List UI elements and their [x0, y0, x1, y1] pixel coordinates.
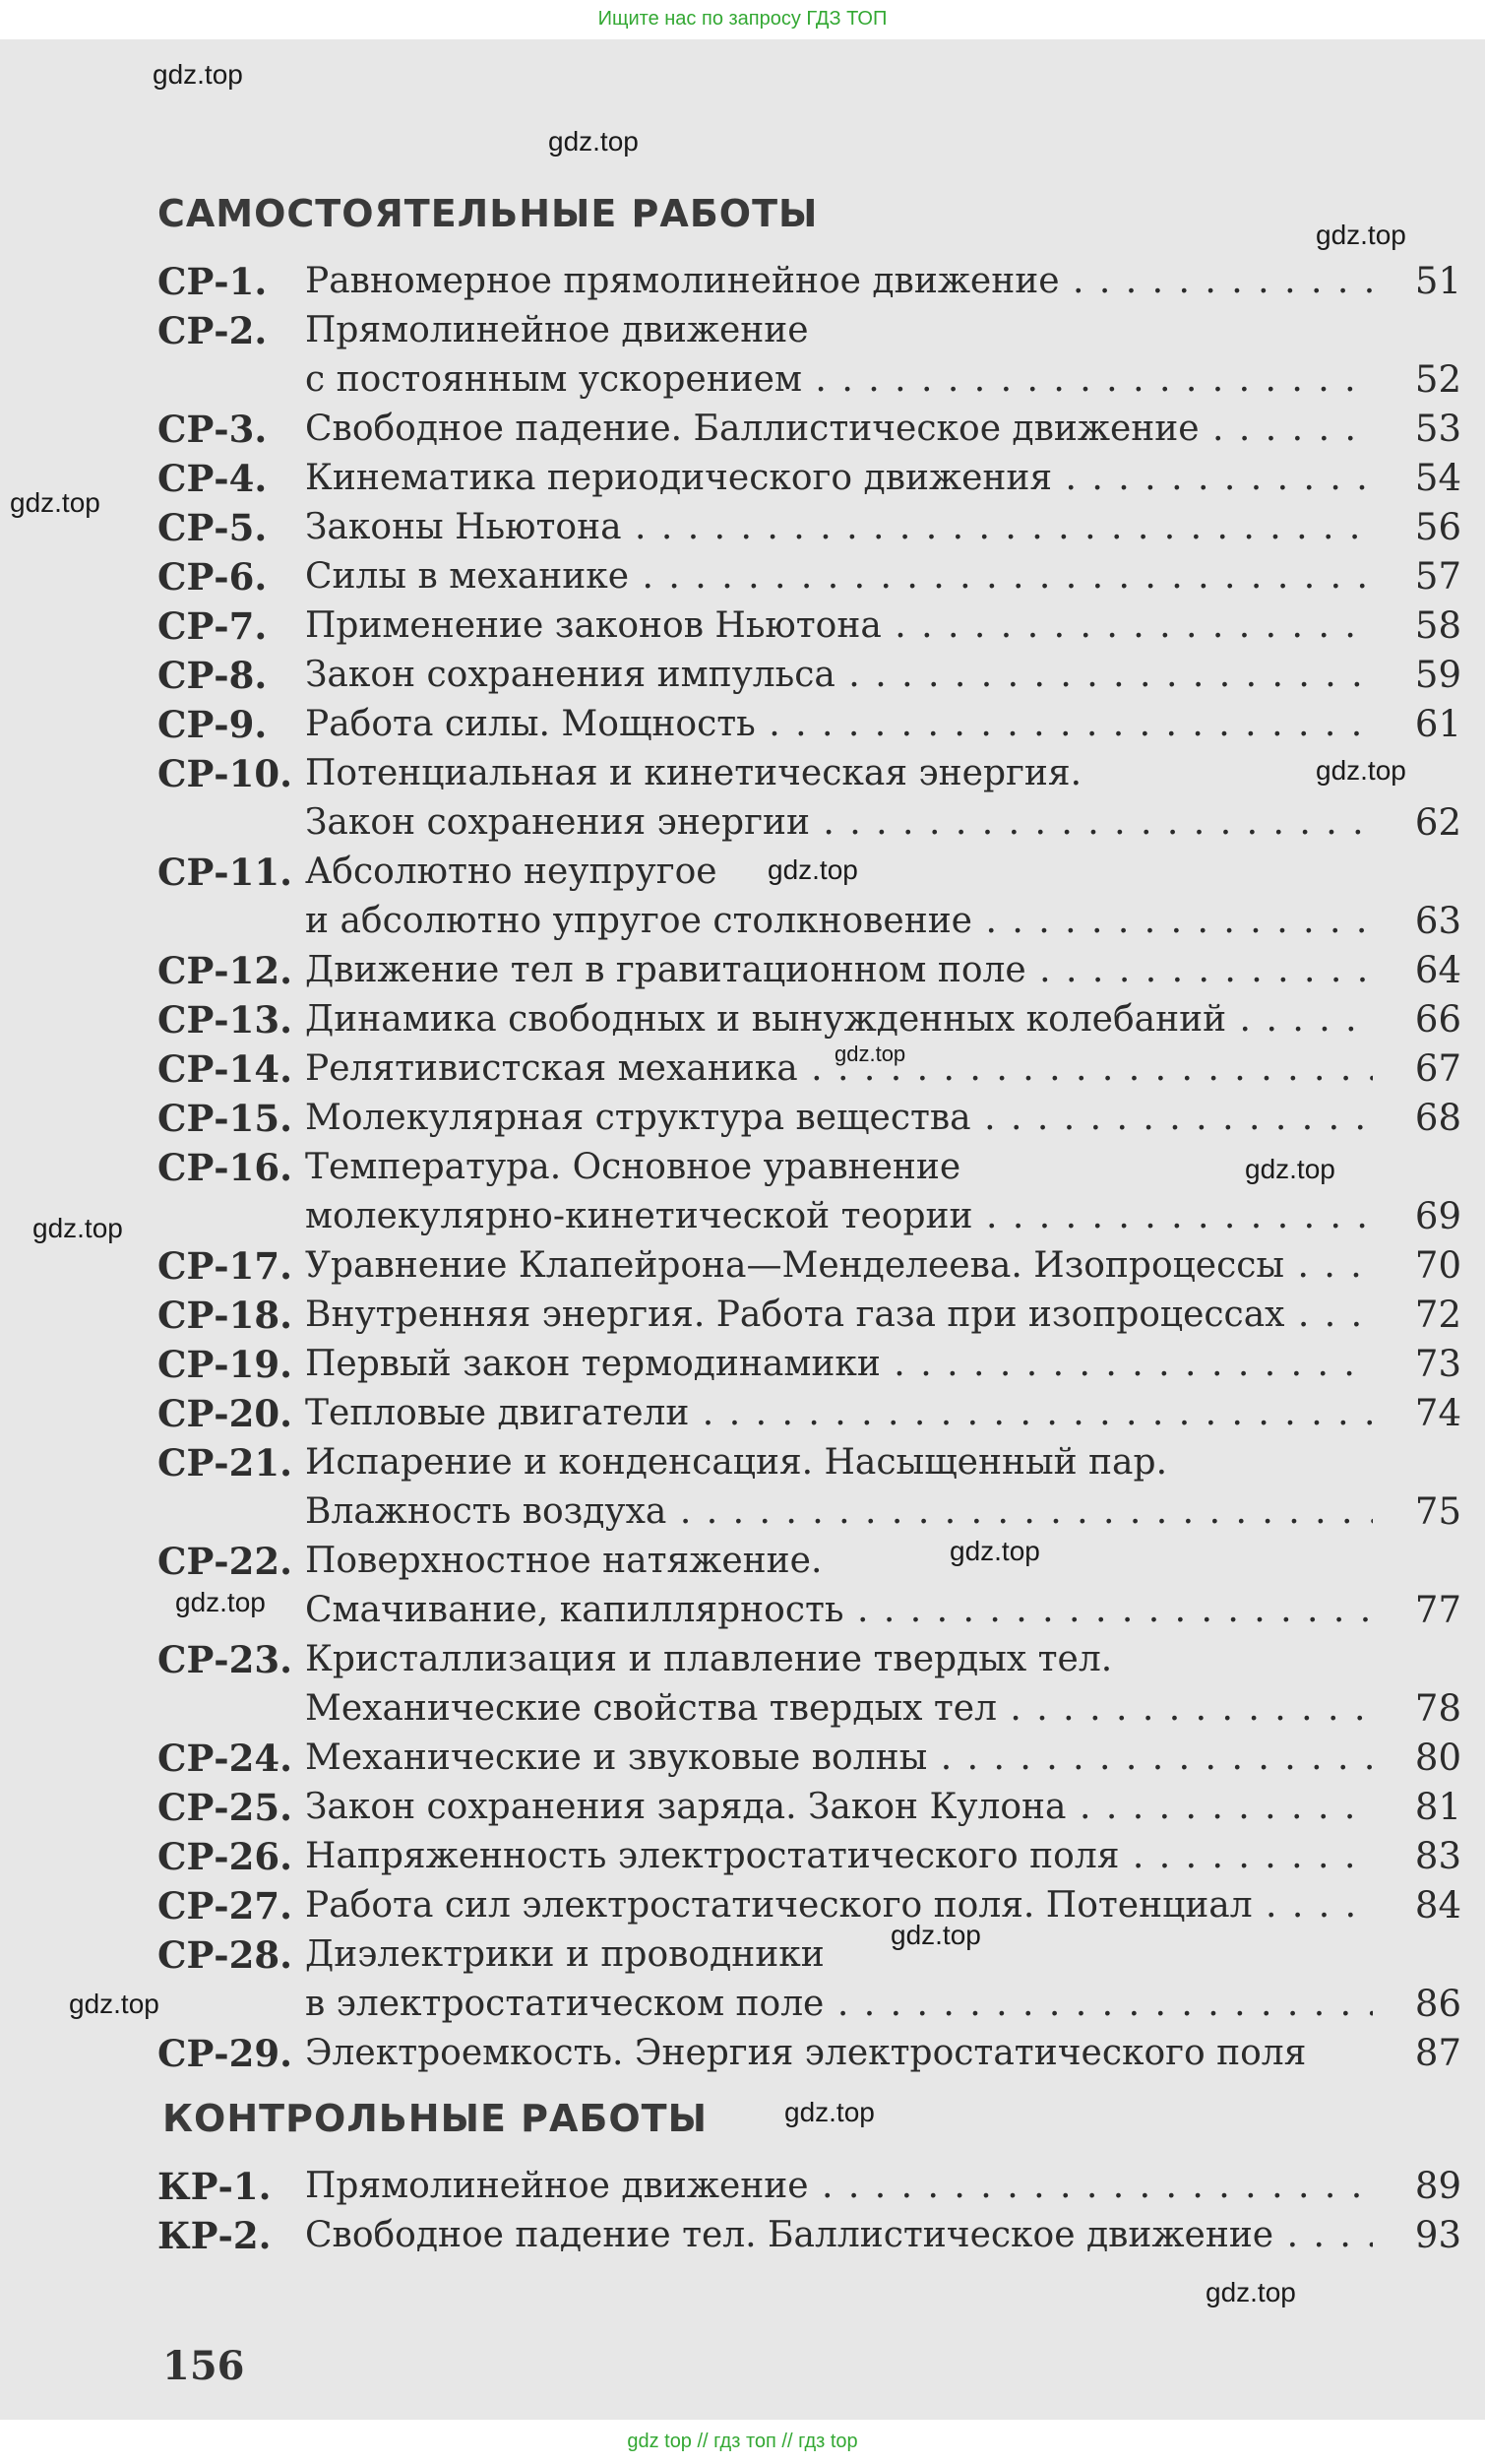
toc-row[interactable]: [0, 699, 1485, 750]
toc-code: СР-15.: [157, 1097, 292, 1140]
toc-title: Потенциальная и кинетическая энергия.: [305, 753, 1083, 793]
toc-title: Релятивистская механика . . .: [305, 1043, 1407, 1095]
toc-title: молекулярно-кинетической теории . . .: [305, 1191, 1407, 1242]
toc-title: Тепловые двигатели . . .: [305, 1388, 1407, 1439]
toc-code: СР-11.: [157, 851, 292, 894]
toc-page: 67: [1414, 1047, 1461, 1090]
toc-row[interactable]: [0, 1733, 1485, 1784]
toc-page: 73: [1414, 1343, 1461, 1385]
toc-row[interactable]: [0, 1388, 1485, 1439]
toc-title: Равномерное прямолинейное движение . . .: [305, 256, 1407, 307]
watermark-text: gdz.top: [69, 1989, 159, 2019]
toc-page: 64: [1414, 949, 1461, 991]
toc-page: 56: [1414, 506, 1461, 548]
toc-row[interactable]: [0, 305, 1485, 356]
book-page: [0, 39, 1485, 2420]
toc-title: Внутренняя энергия. Работа газа при изопроцессах . . .: [305, 1290, 1407, 1341]
toc-page: 51: [1414, 260, 1461, 302]
toc-title: Свободное падение тел. Баллистическое движение . . .: [305, 2210, 1407, 2261]
toc-title: Абсолютно неупругое: [305, 852, 717, 892]
toc-row[interactable]: [0, 994, 1485, 1045]
toc-page: 81: [1414, 1786, 1461, 1828]
toc-page: 57: [1414, 555, 1461, 598]
toc-code: СР-21.: [157, 1441, 292, 1485]
toc-page: 61: [1414, 703, 1461, 745]
watermark-text: gdz.top: [835, 1042, 906, 1066]
toc-code: СР-19.: [157, 1343, 292, 1386]
toc-row[interactable]: [0, 1043, 1485, 1095]
toc-title: Температура. Основное уравнение: [305, 1147, 961, 1187]
toc-page: 86: [1414, 1983, 1461, 2025]
bottom-banner[interactable]: gdz top // гдз топ // гдз top: [0, 2420, 1485, 2464]
toc-row[interactable]: [0, 2210, 1485, 2261]
toc-row[interactable]: [0, 847, 1485, 898]
toc-code: СР-10.: [157, 752, 292, 795]
toc-title: Работа сил электростатического поля. Потенциал . . .: [305, 1880, 1407, 1931]
watermark-text: gdz.top: [10, 487, 100, 518]
toc-code: СР-23.: [157, 1638, 292, 1681]
toc-row[interactable]: [0, 650, 1485, 701]
toc-row[interactable]: [0, 1290, 1485, 1341]
toc-code: СР-20.: [157, 1392, 292, 1435]
toc-row[interactable]: [0, 551, 1485, 602]
toc-code: СР-17.: [157, 1244, 292, 1288]
section-title-control-works: КОНТРОЛЬНЫЕ РАБОТЫ: [162, 2097, 708, 2140]
toc-row[interactable]: [0, 354, 1485, 406]
watermark-text: gdz.top: [32, 1213, 123, 1243]
toc-page: 77: [1414, 1589, 1461, 1631]
toc-title: Работа силы. Мощность . . .: [305, 699, 1407, 750]
toc-code: СР-9.: [157, 703, 268, 746]
watermark-text: gdz.top: [891, 1920, 981, 1950]
toc-title: Прямолинейное движение: [305, 310, 809, 350]
toc-code: СР-24.: [157, 1737, 292, 1780]
toc-page: 75: [1414, 1490, 1461, 1533]
toc-row[interactable]: [0, 1831, 1485, 1882]
toc-page: 70: [1414, 1244, 1461, 1287]
toc-title: Диэлектрики и проводники: [305, 1934, 825, 1975]
toc-row[interactable]: [0, 1683, 1485, 1735]
toc-row[interactable]: [0, 1240, 1485, 1292]
toc-page: 72: [1414, 1294, 1461, 1336]
toc-title: Уравнение Клапейрона—Менделеева. Изопроцессы . . .: [305, 1240, 1407, 1292]
toc-code: СР-14.: [157, 1047, 292, 1091]
toc-row[interactable]: [0, 748, 1485, 799]
toc-page: 63: [1414, 900, 1461, 942]
toc-code: СР-8.: [157, 654, 268, 697]
toc-title: Закон сохранения заряда. Закон Кулона . . .: [305, 1782, 1407, 1833]
toc-page: 59: [1414, 654, 1461, 696]
toc-code: КР-2.: [157, 2214, 272, 2257]
toc-page: 87: [1414, 2032, 1461, 2074]
toc-page: 66: [1414, 998, 1461, 1041]
toc-title: и абсолютно упругое столкновение . . .: [305, 896, 1407, 947]
toc-row[interactable]: [0, 2028, 1485, 2079]
toc-row[interactable]: [0, 404, 1485, 455]
toc-title: Молекулярная структура вещества . . .: [305, 1093, 1407, 1144]
toc-title: с постоянным ускорением . . .: [305, 354, 1407, 406]
toc-row[interactable]: [0, 1093, 1485, 1144]
toc-page: 80: [1414, 1737, 1461, 1779]
toc-row[interactable]: [0, 896, 1485, 947]
toc-row[interactable]: [0, 1191, 1485, 1242]
toc-code: СР-12.: [157, 949, 292, 992]
toc-page: 62: [1414, 801, 1461, 844]
toc-code: СР-5.: [157, 506, 268, 549]
toc-page: 54: [1414, 457, 1461, 499]
toc-title: Движение тел в гравитационном поле . . .: [305, 945, 1407, 996]
toc-title: Напряженность электростатического поля . . .: [305, 1831, 1407, 1882]
toc-row[interactable]: [0, 453, 1485, 504]
toc-code: СР-27.: [157, 1884, 292, 1927]
toc-row[interactable]: [0, 1880, 1485, 1931]
toc-code: СР-16.: [157, 1146, 292, 1189]
toc-page: 89: [1414, 2165, 1461, 2207]
toc-title: Прямолинейное движение . . .: [305, 2161, 1407, 2212]
toc-row[interactable]: [0, 945, 1485, 996]
watermark-text: gdz.top: [950, 1536, 1040, 1566]
toc-code: СР-4.: [157, 457, 268, 500]
toc-title: Механические и звуковые волны . . .: [305, 1733, 1407, 1784]
toc-page: 69: [1414, 1195, 1461, 1237]
toc-row[interactable]: [0, 600, 1485, 652]
toc-page: 53: [1414, 408, 1461, 450]
toc-code: СР-13.: [157, 998, 292, 1042]
toc-title: Свободное падение. Баллистическое движение . . .: [305, 404, 1407, 455]
toc-code: СР-18.: [157, 1294, 292, 1337]
toc-title: Законы Ньютона . . .: [305, 502, 1407, 553]
toc-row[interactable]: [0, 1339, 1485, 1390]
watermark-text: gdz.top: [153, 59, 243, 90]
watermark-text: gdz.top: [1316, 220, 1406, 250]
toc-row[interactable]: [0, 1634, 1485, 1685]
watermark-text: gdz.top: [175, 1587, 266, 1617]
watermark-text: gdz.top: [548, 126, 639, 157]
toc-row[interactable]: [0, 2161, 1485, 2212]
toc-row[interactable]: [0, 1979, 1485, 2030]
toc-title: Смачивание, капиллярность . . .: [305, 1585, 1407, 1636]
page-number: 156: [162, 2343, 245, 2389]
toc-code: КР-1.: [157, 2165, 272, 2208]
toc-page: 74: [1414, 1392, 1461, 1434]
section-title-independent-works: САМОСТОЯТЕЛЬНЫЕ РАБОТЫ: [157, 192, 819, 235]
toc-row[interactable]: [0, 502, 1485, 553]
toc-page: 58: [1414, 604, 1461, 647]
toc-code: СР-28.: [157, 1933, 292, 1977]
toc-title: Испарение и конденсация. Насыщенный пар.: [305, 1442, 1168, 1483]
toc-row[interactable]: [0, 1437, 1485, 1488]
toc-title: Электроемкость. Энергия электростатического поля: [305, 2033, 1307, 2073]
toc-title: Механические свойства твердых тел . . .: [305, 1683, 1407, 1735]
toc-title: Кинематика периодического движения . . .: [305, 453, 1407, 504]
toc-row[interactable]: [0, 1486, 1485, 1538]
watermark-text: gdz.top: [1316, 755, 1406, 786]
toc-title: Закон сохранения импульса . . .: [305, 650, 1407, 701]
toc-title: Закон сохранения энергии . . .: [305, 797, 1407, 849]
toc-page: 78: [1414, 1687, 1461, 1730]
toc-title: Влажность воздуха . . .: [305, 1486, 1407, 1538]
toc-page: 68: [1414, 1097, 1461, 1139]
toc-page: 84: [1414, 1884, 1461, 1927]
toc-code: СР-29.: [157, 2032, 292, 2075]
watermark-text: gdz.top: [768, 854, 858, 885]
toc-title: Применение законов Ньютона . . .: [305, 600, 1407, 652]
top-banner[interactable]: Ищите нас по запросу ГДЗ ТОП: [0, 0, 1485, 39]
toc-code: СР-26.: [157, 1835, 292, 1878]
toc-title: Кристаллизация и плавление твердых тел.: [305, 1639, 1113, 1679]
toc-code: СР-6.: [157, 555, 268, 599]
toc-row[interactable]: [0, 797, 1485, 849]
toc-page: 93: [1414, 2214, 1461, 2256]
toc-code: СР-22.: [157, 1540, 292, 1583]
toc-code: СР-7.: [157, 604, 268, 648]
toc-page: 83: [1414, 1835, 1461, 1877]
toc-row[interactable]: [0, 1536, 1485, 1587]
toc-title: в электростатическом поле . . .: [305, 1979, 1407, 2030]
toc-code: СР-3.: [157, 408, 268, 451]
watermark-text: gdz.top: [1245, 1154, 1335, 1184]
toc-title: Силы в механике . . .: [305, 551, 1407, 602]
toc-row[interactable]: [0, 256, 1485, 307]
toc-code: СР-25.: [157, 1786, 292, 1829]
toc-page: 52: [1414, 358, 1461, 401]
toc-title: Динамика свободных и вынужденных колебаний . . .: [305, 994, 1407, 1045]
toc-code: СР-2.: [157, 309, 268, 352]
toc-row[interactable]: [0, 1929, 1485, 1981]
watermark-text: gdz.top: [1206, 2277, 1296, 2307]
toc-title: Поверхностное натяжение.: [305, 1541, 823, 1581]
toc-row[interactable]: [0, 1782, 1485, 1833]
watermark-text: gdz.top: [784, 2097, 875, 2127]
toc-code: СР-1.: [157, 260, 268, 303]
toc-title: Первый закон термодинамики . . .: [305, 1339, 1407, 1390]
